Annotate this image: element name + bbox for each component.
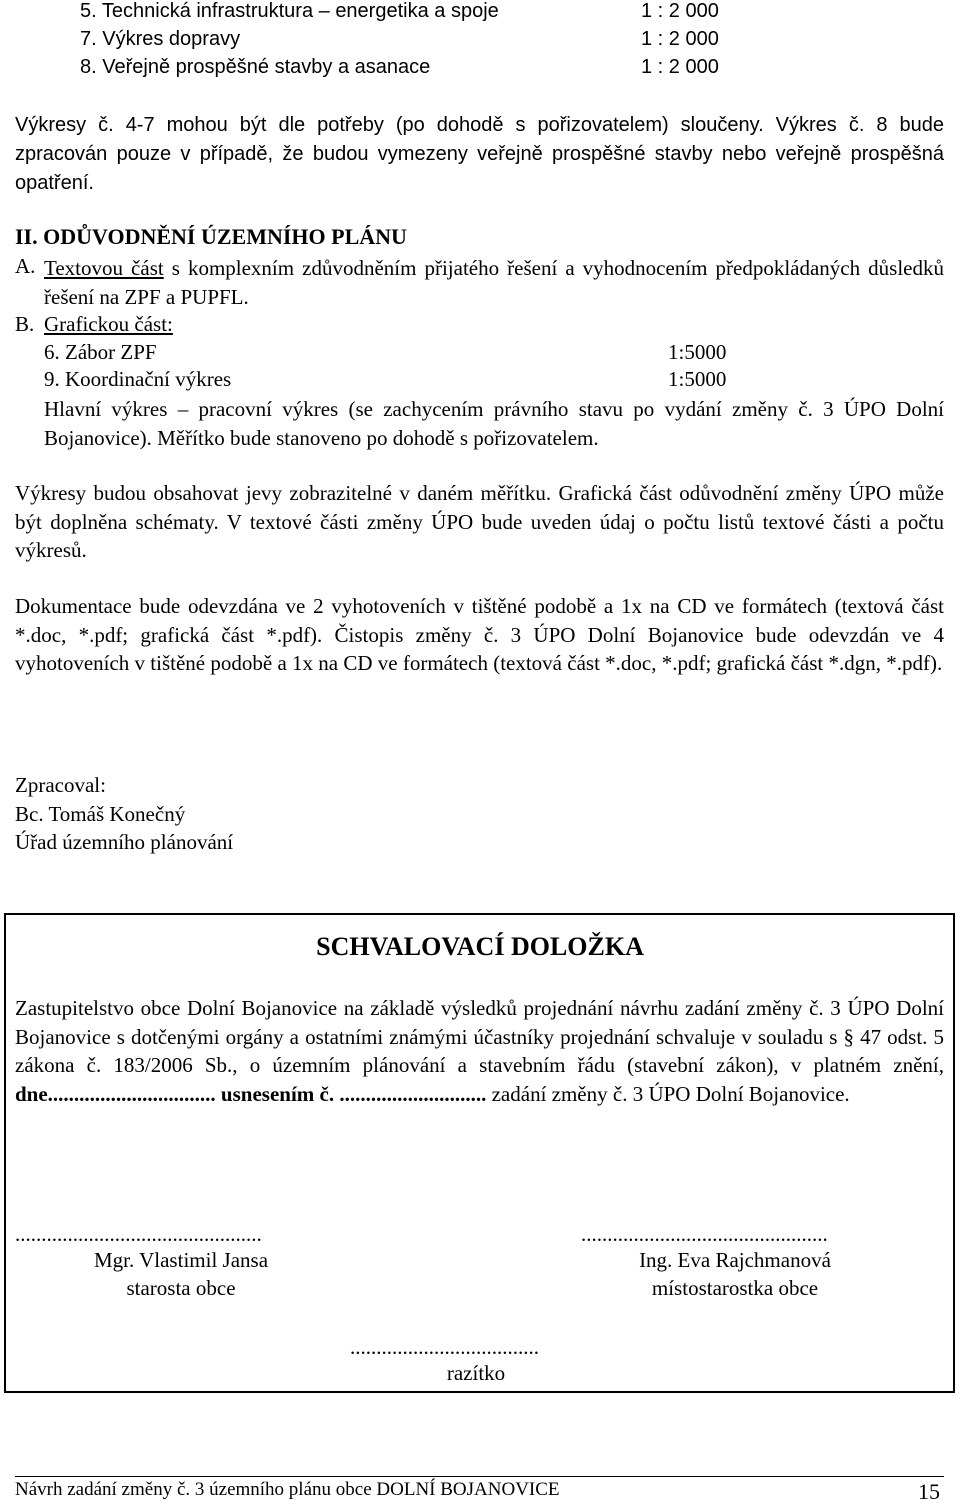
approval-text-start: Zastupitelstvo obce Dolní Bojanovice na základě výsledků projednání návrhu zadání změny č. 3 ÚPO Dolní Bojanovice s dotčenými orgány a ostatními známými účastníky projednání schvaluje v souladu s § 47 odst. 5 zákona č. 183/2006 Sb., o územním plánování a stavebním řádu (stavební zákon), v platném znění,	[15, 996, 944, 1077]
signature-line-right: ...............................................	[581, 1222, 828, 1246]
paragraph-merge-note: Výkresy č. 4-7 mohou být dle potřeby (po dohodě s pořizovatelem) sloučeny. Výkres č. 8 bude zpracován pouze v případě, že budou vymezeny veřejně prospěšné stavby nebo veřejně prospěšná opatření.	[15, 114, 944, 194]
approval-text-end: zadání změny č. 3 ÚPO Dolní Bojanovice.	[486, 1081, 850, 1106]
signature-line-left: ...............................................	[15, 1222, 262, 1246]
footer-divider	[15, 1476, 944, 1477]
list-item-label: 8. Veřejně prospěšné stavby a asanace	[80, 56, 431, 78]
list-item-scale: 1 : 2 000	[641, 56, 719, 78]
item-b-underlined: Grafickou část:	[44, 312, 173, 336]
approval-text	[15, 994, 944, 1108]
prepared-by-office: Úřad územního plánování	[15, 830, 234, 854]
list-item-label: 7. Výkres dopravy	[80, 28, 241, 50]
signer-right-name: Ing. Eva Rajchmanová	[639, 1248, 831, 1272]
stamp-label: razítko	[446, 1361, 506, 1385]
approval-text-bold: dne................................ usnesením č. ............................	[15, 1081, 487, 1106]
item-a-underlined: Textovou část	[44, 256, 164, 280]
list-item-scale: 1 : 2 000	[641, 0, 719, 22]
main-drawing-note: Hlavní výkres – pracovní výkres (se zachycením právního stavu po vydání změny č. 3 ÚPO Dolní Bojanovice). Měřítko bude stanoveno po dohodě s pořizovatelem.	[44, 397, 944, 450]
list-item-scale: 1 : 2 000	[641, 28, 719, 50]
signer-left-name: Mgr. Vlastimil Jansa	[93, 1248, 269, 1272]
prepared-by-label: Zpracoval:	[15, 773, 106, 797]
item-a-rest: s komplexním zdůvodněním přijatého řešení a vyhodnocením předpokládaných důsledků řešení na ZPF a PUPFL.	[44, 256, 944, 309]
graphic-item-label: 9. Koordinační výkres	[44, 367, 232, 391]
graphic-item-label: 6. Zábor ZPF	[44, 340, 157, 364]
item-b-prefix: B.	[15, 312, 35, 336]
approval-title: SCHVALOVACÍ DOLOŽKA	[316, 932, 644, 961]
footer-text: Návrh zadání změny č. 3 územního plánu obce DOLNÍ BOJANOVICE	[15, 1479, 560, 1500]
graphic-item-scale: 1:5000	[668, 340, 727, 364]
paragraph-content: Výkresy budou obsahovat jevy zobrazitelné v daném měřítku. Grafická část odůvodnění změny ÚPO může být doplněna schématy. V textové části změny ÚPO bude uveden údaj o počtu listů textové části a počtu výkresů.	[15, 481, 944, 562]
graphic-item-scale: 1:5000	[668, 367, 727, 391]
item-a-text	[44, 254, 944, 311]
page-number: 15	[918, 1479, 940, 1504]
list-item-label: 5. Technická infrastruktura – energetika a spoje	[80, 0, 499, 22]
signer-left-role: starosta obce	[126, 1276, 236, 1300]
prepared-by-name: Bc. Tomáš Konečný	[15, 802, 186, 826]
stamp-line: ....................................	[350, 1335, 539, 1359]
signer-right-role: místostarostka obce	[651, 1276, 819, 1300]
item-a-prefix: A.	[15, 254, 36, 278]
paragraph-documentation: Dokumentace bude odevzdána ve 2 vyhotoveních v tištěné podobě a 1x na CD ve formátech (textová část *.doc, *.pdf; grafická část *.pdf). Čistopis změny č. 3 ÚPO Dolní Bojanovice bude odevzdán ve 4 vyhotoveních v tištěné podobě a 1x na CD ve formátech (textová část *.doc, *.pdf; grafická část *.dgn, *.pdf).	[15, 594, 944, 675]
section-heading: II. ODŮVODNĚNÍ ÚZEMNÍHO PLÁNU	[15, 224, 407, 249]
approval-box	[4, 913, 955, 1393]
